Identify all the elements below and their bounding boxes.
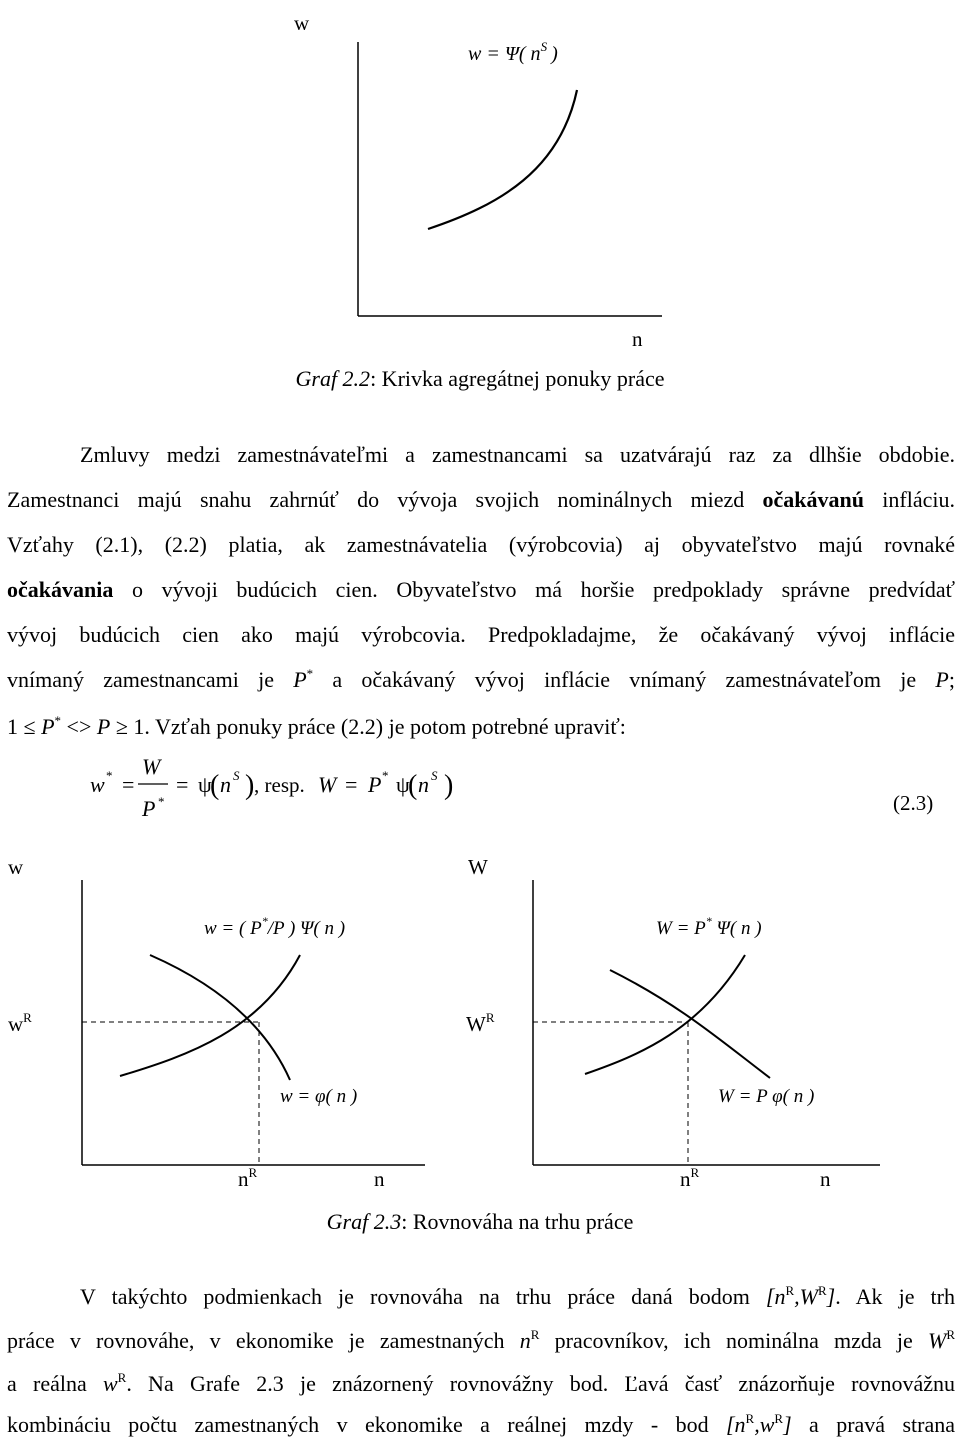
svg-text:S: S	[233, 768, 240, 783]
left-y-label: w	[8, 855, 24, 879]
paragraph-1-line-4: očakávania o vývoji budúcich cien. Obyvateľstvo má horšie predpoklady správne predvídať	[7, 577, 955, 602]
right-y-label: W	[468, 855, 488, 879]
curve-label: w = Ψ( $n^S$ )	[468, 39, 558, 65]
paragraph-2-line-3: a reálna $w^R$. Na Grafe 2.3 je znázornený rovnovážny bod. Ľavá časť znázorňuje rovnovážnu	[7, 1370, 956, 1396]
paragraph-1-line-3: Vzťahy (2.1), (2.2) platia, ak zamestnávatelia (výrobcovia) aj obyvateľstvo majú rovnaké	[7, 532, 955, 557]
left-wr-label: $w^R$	[8, 1010, 32, 1036]
left-nr-label: $n^R$	[238, 1165, 258, 1191]
svg-text:=: =	[176, 772, 189, 797]
paragraph-1-line-7: 1 ≤ P* <> P ≥ 1. Vzťah ponuky práce (2.2) je potom potrebné upraviť:	[7, 713, 626, 739]
caption-text: : Krivka agregátnej ponuky práce	[370, 366, 665, 391]
svg-text:n: n	[220, 772, 231, 797]
left-supply-label: w = ( P*/P ) Ψ( n )	[204, 914, 346, 939]
svg-text:S: S	[431, 768, 438, 783]
paragraph-1-line-5: vývoj budúcich cien ako majú výrobcovia. Predpokladajme, že očakávaný vývoj inflácie	[7, 622, 955, 647]
paragraph-2-line-4: kombináciu počtu zamestnaných v ekonomike a reálnej mzdy - bod $[n^R,w^R]$ a pravá strana	[7, 1411, 956, 1437]
right-x-label: n	[820, 1167, 831, 1191]
caption-text: : Rovnováha na trhu práce	[401, 1209, 634, 1234]
svg-text:*: *	[158, 794, 165, 809]
x-axis-label: n	[632, 327, 643, 350]
graph-2-2	[0, 0, 960, 350]
left-panel	[8, 855, 425, 1191]
graph-2-3	[0, 850, 960, 1200]
right-supply-curve	[585, 955, 745, 1074]
svg-text:P: P	[142, 796, 156, 821]
right-wr-label: $W^R$	[466, 1010, 495, 1036]
svg-text:): )	[245, 770, 255, 801]
right-panel	[466, 855, 880, 1191]
svg-text:*: *	[382, 768, 389, 783]
caption-prefix: Graf 2.3	[326, 1209, 402, 1234]
svg-text:ψ: ψ	[396, 772, 410, 797]
svg-text:*: *	[106, 768, 113, 783]
svg-text:): )	[444, 770, 454, 801]
graph-2-2-caption	[0, 366, 960, 392]
left-demand-curve	[150, 955, 290, 1080]
left-x-label: n	[374, 1167, 385, 1191]
svg-text:, resp.: , resp.	[254, 773, 305, 797]
svg-text:(: (	[210, 770, 220, 801]
svg-text:W: W	[318, 772, 337, 797]
equation-2-3	[0, 750, 960, 830]
equation-number: (2.3)	[893, 791, 934, 815]
paragraph-1-line-2: Zamestnanci majú snahu zahrnúť do vývoja svojich nominálnych miezd očakávanú infláciu.	[7, 487, 955, 512]
paragraph-2-line-1: V takýchto podmienkach je rovnováha na trhu práce daná bodom $[n^R,W^R]$. Ak je trh	[80, 1283, 955, 1309]
right-demand-label: W = P φ( n )	[718, 1086, 815, 1107]
svg-text:=: =	[122, 772, 135, 797]
svg-text:w: w	[90, 772, 105, 797]
right-supply-label: W = P* Ψ( n )	[656, 914, 762, 939]
left-supply-curve	[120, 955, 300, 1076]
supply-curve	[428, 90, 577, 229]
graph-2-3-caption	[0, 1209, 960, 1235]
svg-text:P: P	[368, 772, 382, 797]
caption-prefix: Graf 2.2	[295, 366, 371, 391]
paragraph-1-line-1: Zmluvy medzi zamestnávateľmi a zamestnancami sa uzatvárajú raz za dlhšie obdobie.	[80, 442, 955, 467]
svg-text:W: W	[142, 754, 161, 779]
svg-text:n: n	[418, 772, 429, 797]
right-nr-label: $n^R$	[680, 1165, 700, 1191]
y-axis-label: w	[294, 11, 310, 35]
svg-text:=: =	[345, 772, 358, 797]
svg-text:ψ: ψ	[198, 772, 212, 797]
right-demand-curve	[610, 970, 770, 1078]
svg-text:(: (	[408, 770, 418, 801]
paragraph-2-line-2: práce v rovnováhe, v ekonomike je zamestnaných $n^R$ pracovníkov, ich nominálna mzda je $W^R$	[7, 1327, 955, 1353]
paragraph-1-line-6: vnímaný zamestnancami je P* a očakávaný vývoj inflácie vnímaný zamestnávateľom je P;	[7, 666, 955, 692]
left-demand-label: w = φ( n )	[280, 1086, 358, 1107]
